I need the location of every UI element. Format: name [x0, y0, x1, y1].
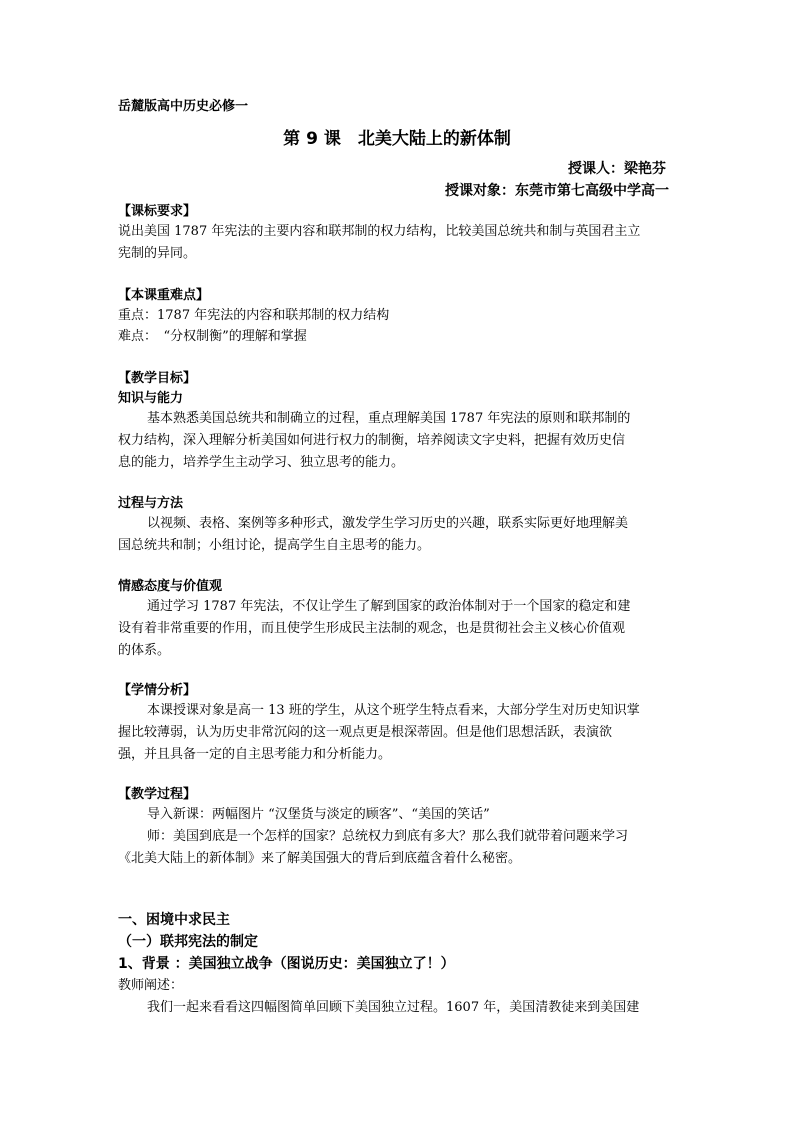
values-heading: 情感态度与价值观	[118, 579, 223, 594]
goals-heading: 【教学目标】	[118, 371, 197, 386]
values-line: 设有着非常重要的作用，而且使学生形成民主法制的观念，也是贯彻社会主义核心价值观	[118, 621, 626, 636]
values-line: 的体系。	[118, 643, 171, 658]
part1-subheading: （一）联邦宪法的制定	[118, 934, 258, 950]
difficulty-line: 难点： “分权制衡”的理解和掌握	[118, 329, 307, 344]
knowledge-line: 权力结构，深入理解分析美国如何进行权力的制衡，培养阅读文字史料，把握有效历史信	[118, 433, 626, 448]
learners-line: 握比较薄弱，认为历史非常沉闷的这一观点更是根深蒂固。但是他们思想活跃，表演欲	[118, 725, 613, 740]
procedure-heading: 【教学过程】	[118, 787, 197, 802]
curriculum-heading: 【课标要求】	[118, 204, 197, 219]
page-title: 第 9 课 北美大陆上的新体制	[283, 129, 511, 149]
knowledge-line: 息的能力，培养学生主动学习、独立思考的能力。	[118, 455, 405, 470]
teacher-label: 授课人：梁艳芬	[568, 161, 666, 177]
learners-line: 本课授课对象是高一 13 班的学生，从这个班学生特点看来，大部分学生对历史知识掌	[147, 703, 640, 718]
process-line: 以视频、表格、案例等多种形式，激发学生学习历史的兴趣，联系实际更好地理解美	[147, 516, 629, 531]
teacher-line: 师：美国到底是一个怎样的国家？总统权力到底有多大？那么我们就带着问题来学习	[147, 829, 629, 844]
series-label: 岳麓版高中历史必修一	[118, 99, 249, 114]
curriculum-line: 说出美国 1787 年宪法的主要内容和联邦制的权力结构，比较美国总统共和制与英国君主立	[118, 224, 641, 239]
learners-line: 强，并且具备一定的自主思考能力和分析能力。	[118, 747, 392, 762]
keypoint-line: 重点：1787 年宪法的内容和联邦制的权力结构	[118, 308, 390, 323]
intro-line: 导入新课：两幅图片 “汉堡货与淡定的顾客”、“美国的笑话”	[147, 807, 490, 822]
body-line: 我们一起来看看这四幅图简单回顾下美国独立过程。1607 年，美国清教徒来到美国建	[147, 1000, 640, 1015]
teacher-explain-label: 教师阐述：	[118, 978, 184, 993]
knowledge-line: 基本熟悉美国总统共和制确立的过程，重点理解美国 1787 年宪法的原则和联邦制的	[147, 411, 631, 426]
part1-heading: 一、困境中求民主	[118, 912, 230, 928]
values-line: 通过学习 1787 年宪法，不仅让学生了解到国家的政治体制对于一个国家的稳定和建	[147, 599, 631, 614]
process-heading: 过程与方法	[118, 496, 184, 511]
keypoints-heading: 【本课重难点】	[118, 288, 210, 303]
learners-heading: 【学情分析】	[118, 683, 197, 698]
item1-heading: 1、背景 ：美国独立战争（图说历史：美国独立了！）	[118, 956, 455, 972]
audience-label: 授课对象：东莞市第七高级中学高一	[445, 183, 669, 199]
process-line: 国总统共和制；小组讨论，提高学生自主思考的能力。	[118, 538, 431, 553]
knowledge-heading: 知识与能力	[118, 391, 184, 406]
teacher-line: 《北美大陆上的新体制》来了解美国强大的背后到底蕴含着什么秘密。	[118, 851, 522, 866]
curriculum-line: 宪制的异同。	[118, 246, 197, 261]
